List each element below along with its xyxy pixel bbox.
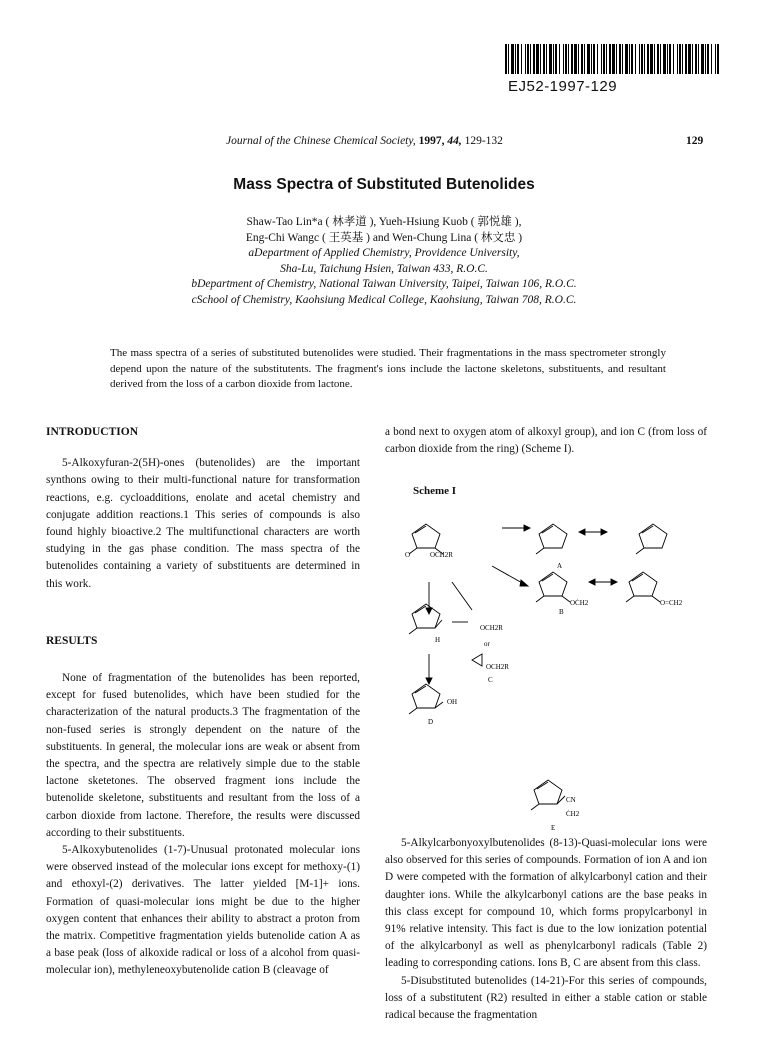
affiliation-b: bDepartment of Chemistry, National Taiwan University, Taipei, Taiwan 106, R.O.C.	[191, 278, 577, 290]
ion-b	[536, 572, 570, 602]
journal-volume: 44,	[447, 135, 462, 147]
ion-b-resonance	[626, 572, 660, 602]
label-och2-radical: OĊH2	[570, 599, 589, 607]
label-cn: CN	[566, 796, 576, 804]
journal-name: Journal of the Chinese Chemical Society,	[226, 135, 416, 147]
right-paragraph-3	[385, 973, 707, 1025]
affiliation-a-line-2: Sha-Lu, Taichung Hsien, Taiwan 433, R.O.C.	[280, 262, 488, 275]
results-paragraph-1: None of fragmentation of the butenolides has been reported, except for fused butenolides, which have been studied for the characterization of the natural products.3 The fragmentation of the non-fused series is strongly dependent on the nature of the substituents. In general, the molecular ions are weak or absent from the spectra, and the spectra are relatively simple due to the stable lactone sketetones. The observed fragment ions include the butenolide skeletone, substituents and resultant from the loss of a carbon dioxide from lactone. Therefore, the results were discussed according to their substituents.	[46, 672, 360, 839]
right-top-paragraph: a bond next to oxygen atom of alkoxyl group), and ion C (from loss of carbon dioxide from the ring) (Scheme I).	[385, 426, 707, 456]
author-block	[0, 215, 768, 308]
paper-title: Mass Spectra of Substituted Butenolides	[233, 176, 535, 193]
introduction-paragraph: 5-Alkoxyfuran-2(5H)-ones (butenolides) are the important synthons owing to their multi-functional nature for transformation reactions, e.g. cycloadditions, enolate and acetal chemistry and conjugate addition reactions.1 This series of compounds is also found highly bioactive.2 The multifunctional characters are worth studying in the gas phase condition. The mass spectra of the butenolides containing a variety of substituents are determined in this work.	[46, 457, 360, 590]
right-paragraph-2-body: Quasi-molecular ions were also observed for this series of compounds. Formation of ion A and ion D were competed with the formation of alkylcarbonyl cation and their daughter ions. While the alkylcarbonyl cations are the base peaks in this class except for compound 10, which forms propylcarbonyl in 91% relative intensity. This fact is due to the low ionization potential of the alkylcarbonyl as well as phenylcarbonyl radicals (Table 2) leading to corresponding cations. Ions B, C are absent from this class.	[385, 837, 707, 970]
label-b: B	[559, 608, 564, 616]
label-oxo-ch2: O=CH2	[660, 599, 683, 607]
parent-molecule	[409, 524, 443, 554]
right-paragraph-2-lead: 5-Alkylcarbonyoxylbutenolides (8-13)-	[401, 837, 582, 849]
scheme-1-diagram	[392, 512, 722, 832]
right-column-top	[385, 424, 707, 458]
abstract: The mass spectra of a series of substituted butenolides were studied. Their fragmentations in the mass spectrometer strongly depend upon the nature of the substitutents. The fragment's ions include the lactone skeletons, substituents, and resultant derived from the loss of a carbon dioxide from lactone.	[110, 347, 666, 390]
journal-pages: 129-132	[464, 135, 503, 147]
ion-d	[409, 684, 443, 714]
barcode	[505, 44, 722, 74]
author-line-1: Shaw-Tao Lin*a ( 林孝道 ), Yueh-Hsiung Kuob ( 郭悦雄 ),	[246, 216, 522, 228]
journal-year: 1997,	[418, 135, 445, 147]
label-d: D	[428, 718, 434, 726]
right-paragraph-3-body: For this series of compounds, loss of a substitutent (R2) resulted in either a stable cation or stable radical because the fragmentation	[385, 974, 707, 1022]
page-number: 129	[686, 135, 704, 147]
results-paragraph-2-lead: 5-Alkoxybutenolides (1-7)-	[62, 844, 191, 857]
label-a: A	[557, 562, 563, 570]
right-column-bottom	[385, 835, 707, 1024]
left-column	[46, 424, 360, 980]
right-paragraph-3-lead: 5-Disubstituted butenolides (14-21)-	[401, 974, 569, 987]
label-och2r-3: OCH2R	[486, 663, 509, 671]
label-c: C	[488, 676, 493, 684]
right-paragraph-2	[385, 835, 707, 973]
svg-text:O: O	[405, 551, 411, 559]
journal-citation	[226, 135, 503, 147]
results-paragraph-2	[46, 842, 360, 980]
label-h: H	[435, 636, 441, 644]
results-heading: RESULTS	[46, 634, 98, 647]
protonated-intermediate	[409, 604, 442, 634]
introduction-heading: INTRODUCTION	[46, 426, 139, 438]
ion-a	[536, 524, 567, 554]
author-line-2: Eng-Chi Wangc ( 王英基 ) and Wen-Chung Lina ( 林文忠 )	[245, 231, 523, 244]
document-id: EJ52-1997-129	[508, 78, 618, 95]
label-or: or	[484, 640, 490, 648]
label-och2r-1: OCH2R	[430, 551, 453, 559]
label-och2r-2: OCH2R	[480, 624, 503, 632]
ion-e	[531, 780, 565, 810]
results-paragraph-2-body: Unusual protonated molecular ions were observed instead of the molecular ions except for methoxy-(1) and ethoxyl-(2) derivatives. The latter yielded [M-1]+ ions. Formation of quasi-molecular ions might be due to the higher oxygen content that enhances their ability to abstract a proton from the matrix. Competitive fragmentation yields butenolide cation A as a base peak (loss of alkoxide radical or loss of a alcohol from quasi-molecular ion), methyleneoxybutenolide cation B (cleavage of	[46, 844, 360, 977]
affiliation-c: cSchool of Chemistry, Kaohsiung Medical College, Kaohsiung, Taiwan 708, R.O.C.	[191, 293, 577, 306]
ion-a-resonance	[636, 524, 667, 554]
label-oh: OH	[447, 698, 458, 706]
affiliation-a-line-1: aDepartment of Applied Chemistry, Providence University,	[248, 247, 520, 259]
label-e: E	[551, 824, 556, 832]
scheme-title: Scheme I	[413, 485, 457, 497]
label-ch2-radical: ĊH2	[566, 810, 580, 818]
